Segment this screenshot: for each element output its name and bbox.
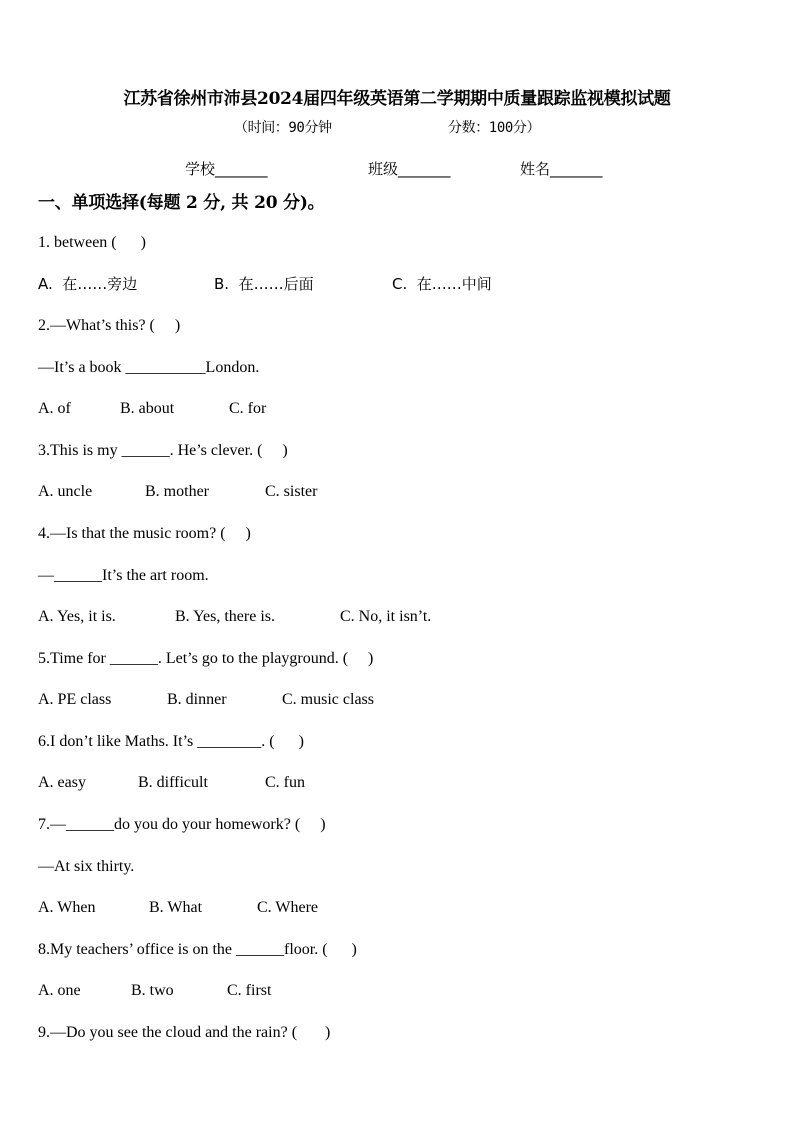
question-4-option-b: B. Yes, there is. [175, 608, 276, 625]
question-8-option-a: A. one [38, 982, 81, 999]
question-8-option-c: C. first [227, 982, 272, 999]
question-3-stem: 3.This is my ______. He’s clever. ( ) [38, 442, 288, 459]
question-9-stem: 9.—Do you see the cloud and the rain? ( ) [38, 1024, 331, 1041]
question-5-option-b: B. dinner [167, 691, 227, 708]
question-7-option-c: C. Where [257, 899, 319, 916]
question-1-option-b: B. 在……后面 [214, 275, 314, 293]
question-7-stem: 7.—______do you do your homework? ( ) [38, 816, 326, 833]
exam-time: （时间：90分钟 [234, 120, 332, 136]
section-heading: 一、单项选择(每题 2 分, 共 20 分)。 [38, 193, 325, 213]
question-8-stem: 8.My teachers’ office is on the ______floor. ( ) [38, 941, 357, 958]
question-3-option-a: A. uncle [38, 483, 93, 500]
question-2-option-c: C. for [229, 400, 267, 417]
question-1-stem: 1. between ( ) [38, 234, 146, 251]
question-5-option-a: A. PE class [38, 691, 112, 708]
question-1-option-c: C. 在……中间 [392, 275, 492, 293]
name-field: 姓名_______ [520, 160, 603, 178]
question-7-option-a: A. When [38, 899, 96, 916]
question-7-answer-line: —At six thirty. [38, 858, 135, 875]
question-6-option-a: A. easy [38, 774, 86, 791]
class-field: 班级_______ [368, 160, 451, 178]
question-2-option-b: B. about [120, 400, 175, 417]
exam-score: 分数：100分） [448, 120, 541, 136]
question-4-option-c: C. No, it isn’t. [340, 608, 432, 625]
question-4-stem: 4.—Is that the music room? ( ) [38, 525, 251, 542]
question-6-option-b: B. difficult [138, 774, 208, 791]
question-3-option-c: C. sister [265, 483, 318, 500]
question-4-answer-line: —______It’s the art room. [38, 567, 209, 584]
question-2-answer-line: —It’s a book __________London. [38, 359, 260, 376]
question-6-stem: 6.I don’t like Maths. It’s ________. ( ) [38, 733, 304, 750]
question-7-option-b: B. What [149, 899, 203, 916]
question-3-option-b: B. mother [145, 483, 209, 500]
question-5-option-c: C. music class [282, 691, 374, 708]
exam-title: 江苏省徐州市沛县2024届四年级英语第二学期期中质量跟踪监视模拟试题 [123, 89, 671, 109]
question-4-option-a: A. Yes, it is. [38, 608, 116, 625]
question-2-option-a: A. of [38, 400, 71, 417]
school-field: 学校_______ [185, 160, 268, 178]
question-8-option-b: B. two [131, 982, 174, 999]
question-1-option-a: A. 在……旁边 [38, 275, 138, 293]
question-2-stem: 2.—What’s this? ( ) [38, 317, 181, 334]
question-6-option-c: C. fun [265, 774, 305, 791]
question-5-stem: 5.Time for ______. Let’s go to the playground. ( ) [38, 650, 374, 667]
